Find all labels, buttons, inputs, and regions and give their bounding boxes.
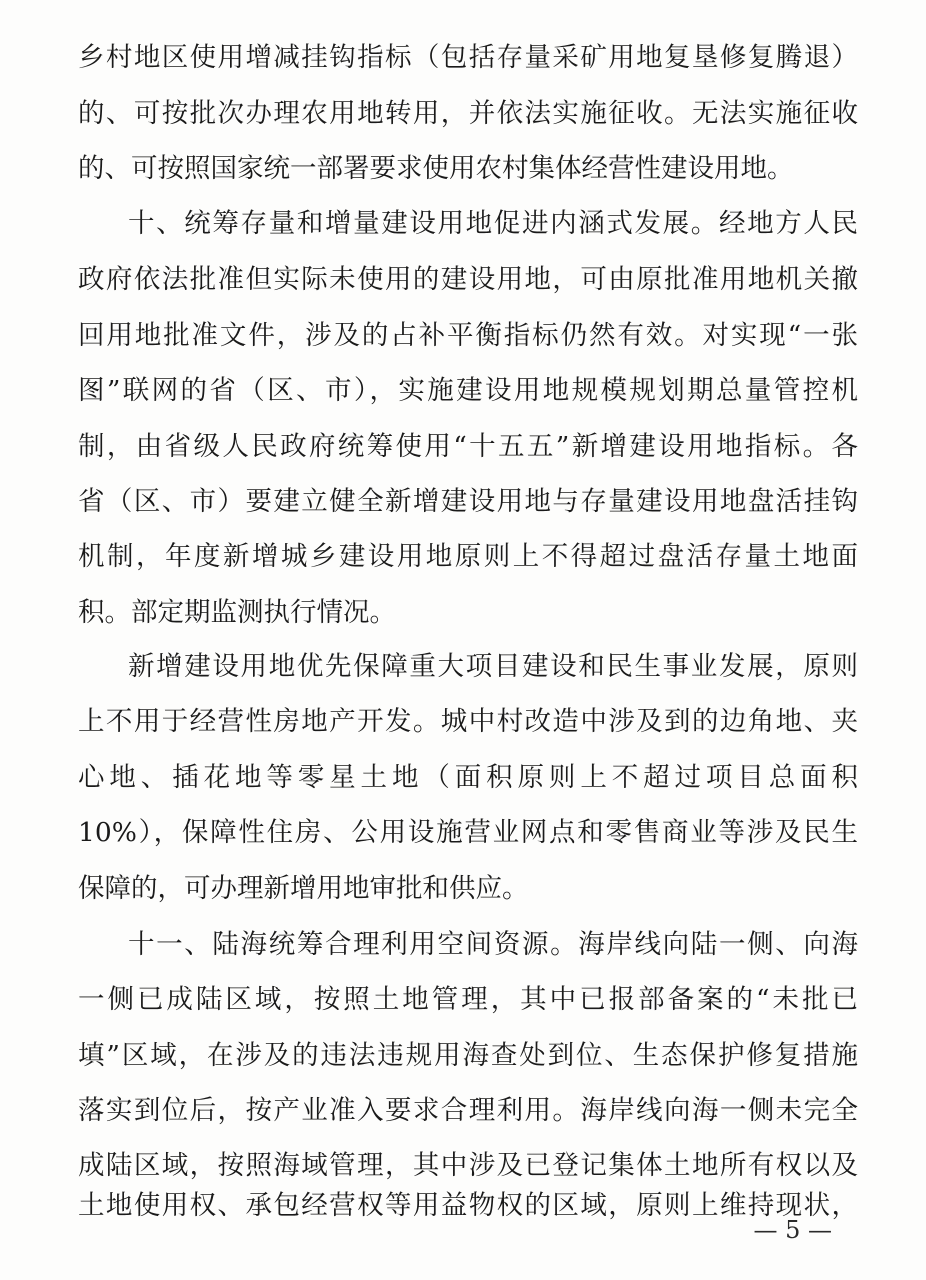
paragraph-first-line: 十、统筹存量和增量建设用地促进内涵式发展。经地方人民: [128, 208, 858, 239]
text-line: 保障的，可办理新增用地审批和供应。: [78, 873, 529, 904]
text-line: 上不用于经营性房地产开发。城中村改造中涉及到的边角地、夹: [78, 706, 858, 737]
text-line: 填”区域，在涉及的违法违规用海查处到位、生态保护修复措施: [78, 1040, 858, 1071]
text-line: 机制，年度新增城乡建设用地原则上不得超过盘活存量土地面: [78, 541, 858, 572]
paragraph-first-line: 新增建设用地优先保障重大项目建设和民生事业发展，原则: [128, 651, 858, 682]
text-line: 心地、插花地等零星土地（面积原则上不超过项目总面积: [78, 762, 858, 793]
text-line: 回用地批准文件，涉及的占补平衡指标仍然有效。对实现“一张: [78, 320, 858, 351]
text-line: 乡村地区使用增减挂钩指标（包括存量采矿用地复垦修复腾退）: [78, 42, 858, 73]
text-line: 成陆区域，按照海域管理，其中涉及已登记集体土地所有权以及: [78, 1150, 858, 1181]
text-line: 的、可按照国家统一部署要求使用农村集体经营性建设用地。: [78, 153, 794, 184]
page-number: [0, 1214, 926, 1246]
paragraph-first-line: 十一、陆海统筹合理利用空间资源。海岸线向陆一侧、向海: [128, 929, 858, 960]
text-line: 图”联网的省（区、市），实施建设用地规模规划期总量管控机: [78, 375, 858, 406]
text-line: 制，由省级人民政府统筹使用“十五五”新增建设用地指标。各: [78, 431, 858, 462]
text-line: 土地使用权、承包经营权等用益物权的区域，原则上维持现状，: [78, 1190, 858, 1221]
text-line: 政府依法批准但实际未使用的建设用地，可由原批准用地机关撤: [78, 264, 858, 295]
text-line: 积。部定期监测执行情况。: [78, 597, 396, 628]
text-line: 一侧已成陆区域，按照土地管理，其中已报部备案的“未批已: [78, 984, 858, 1015]
text-line: 省（区、市）要建立健全新增建设用地与存量建设用地盘活挂钩: [78, 486, 858, 517]
page-number-text: — 5 —: [753, 1216, 832, 1244]
text-line: 10%），保障性住房、公用设施营业网点和零售商业等涉及民生: [78, 817, 858, 848]
text-line: 的、可按批次办理农用地转用，并依法实施征收。无法实施征收: [78, 98, 858, 129]
text-line: 落实到位后，按产业准入要求合理利用。海岸线向海一侧未完全: [78, 1095, 858, 1126]
